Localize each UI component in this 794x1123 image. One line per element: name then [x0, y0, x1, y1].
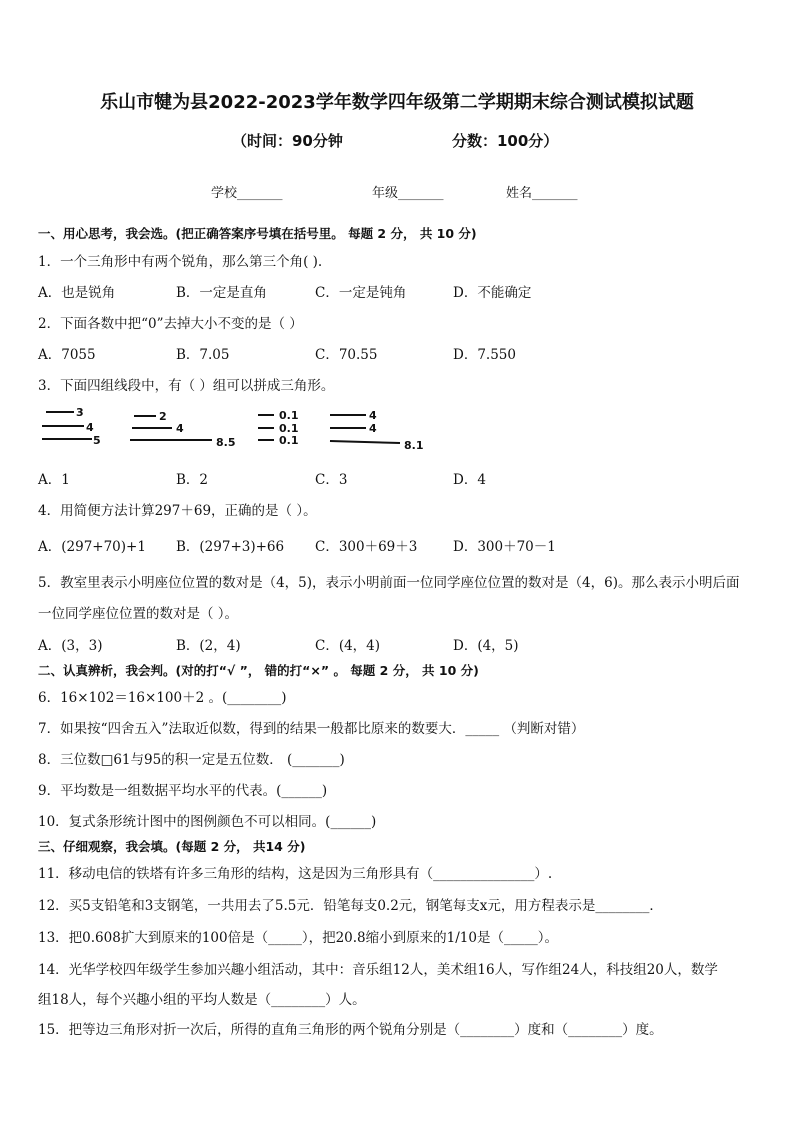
- q5-option-a: A．(3，3): [38, 638, 103, 654]
- question-4: 4．用简便方法计算297＋69，正确的是（ ）。: [38, 503, 317, 519]
- question-14-line-1: 14．光华学校四年级学生参加兴趣小组活动，其中：音乐组12人，美术组16人，写作组24人，科技组20人，数学: [38, 962, 718, 978]
- section-2-heading: 二、认真辨析，我会判。(对的打“√ ”， 错的打“×” 。 每题 2 分， 共 10 分): [38, 663, 479, 678]
- q2-option-d: D．7.550: [453, 347, 516, 363]
- segment-label: 4: [369, 422, 377, 435]
- question-5-line-1: 5．教室里表示小明座位位置的数对是（4，5)，表示小明前面一位同学座位位置的数对是（4，6)。那么表示小明后面: [38, 575, 740, 591]
- page-title: 乐山市犍为县2022-2023学年数学四年级第二学期期末综合测试模拟试题: [100, 92, 694, 113]
- question-9: 9．平均数是一组数据平均水平的代表。(______): [38, 783, 328, 799]
- q3-option-c: C．3: [315, 472, 348, 488]
- question-8: 8．三位数□61与95的积一定是五位数． (_______): [38, 752, 345, 768]
- question-3: 3．下面四组线段中，有（ ）组可以拼成三角形。: [38, 378, 335, 394]
- segment-label: 0.1: [279, 422, 299, 435]
- q1-option-b: B．一定是直角: [176, 285, 267, 301]
- segment: [330, 441, 400, 443]
- q1-option-c: C．一定是钝角: [315, 285, 407, 301]
- q1-option-d: D．不能确定: [453, 285, 532, 301]
- line-segments-figure: [36, 404, 436, 454]
- q2-option-c: C．70.55: [315, 347, 378, 363]
- segment-label: 4: [176, 422, 184, 435]
- q2-option-a: A．7055: [38, 347, 96, 363]
- segment-label: 4: [369, 409, 377, 422]
- segment-label: 8.1: [404, 439, 424, 452]
- question-6: 6．16×102＝16×100＋2 。(________): [38, 690, 287, 706]
- q4-option-a: A．(297+70)+1: [38, 539, 146, 555]
- q5-option-b: B．(2，4): [176, 638, 241, 654]
- question-14-line-2: 组18人，每个兴趣小组的平均人数是（________）人。: [38, 992, 366, 1008]
- q3-option-b: B．2: [176, 472, 209, 488]
- question-2: 2．下面各数中把“0”去掉大小不变的是（ ）: [38, 316, 303, 332]
- segment-label: 0.1: [279, 409, 299, 422]
- question-10: 10．复式条形统计图中的图例颜色不可以相同。(______): [38, 814, 377, 830]
- q3-option-d: D．4: [453, 472, 486, 488]
- section-3-heading: 三、仔细观察，我会填。(每题 2 分， 共14 分): [38, 839, 306, 854]
- school-field: 学校_______: [211, 186, 283, 201]
- question-11: 11．移动电信的铁塔有许多三角形的结构，这是因为三角形具有（_______________）.: [38, 866, 553, 882]
- q4-option-b: B．(297+3)+66: [176, 539, 285, 555]
- q2-option-b: B．7.05: [176, 347, 230, 363]
- q5-option-d: D．(4，5): [453, 638, 519, 654]
- q5-option-c: C．(4，4): [315, 638, 381, 654]
- q4-option-c: C．300＋69＋3: [315, 539, 418, 555]
- question-7: 7．如果按“四舍五入”法取近似数，得到的结果一般都比原来的数要大．_____ （判断对错）: [38, 721, 585, 737]
- grade-field: 年级_______: [372, 186, 444, 201]
- question-12: 12．买5支铅笔和3支钢笔，一共用去了5.5元．铅笔每支0.2元，钢笔每支x元，用方程表示是________．: [38, 898, 663, 914]
- q3-option-a: A．1: [38, 472, 70, 488]
- name-field: 姓名_______: [506, 186, 578, 201]
- score-label: 分数：100分）: [452, 132, 559, 150]
- time-label: （时间：90分钟: [232, 132, 343, 150]
- segment-label: 5: [93, 434, 101, 447]
- question-5-line-2: 一位同学座位位置的数对是（ ）。: [38, 606, 239, 622]
- segment-label: 8.5: [216, 436, 236, 449]
- question-1: 1．一个三角形中有两个锐角，那么第三个角( ).: [38, 254, 323, 270]
- segment-label: 2: [159, 410, 167, 423]
- q1-option-a: A．也是锐角: [38, 285, 116, 301]
- segment-label: 4: [86, 421, 94, 434]
- question-15: 15．把等边三角形对折一次后，所得的直角三角形的两个锐角分别是（________）度和（________）度。: [38, 1022, 663, 1038]
- segment-label: 3: [76, 406, 84, 419]
- q4-option-d: D．300＋70－1: [453, 539, 556, 555]
- section-1-heading: 一、用心思考，我会选。(把正确答案序号填在括号里。 每题 2 分， 共 10 分): [38, 226, 477, 241]
- question-13: 13．把0.608扩大到原来的100倍是（_____），把20.8缩小到原来的1/10是（_____）。: [38, 930, 558, 946]
- segment-label: 0.1: [279, 434, 299, 447]
